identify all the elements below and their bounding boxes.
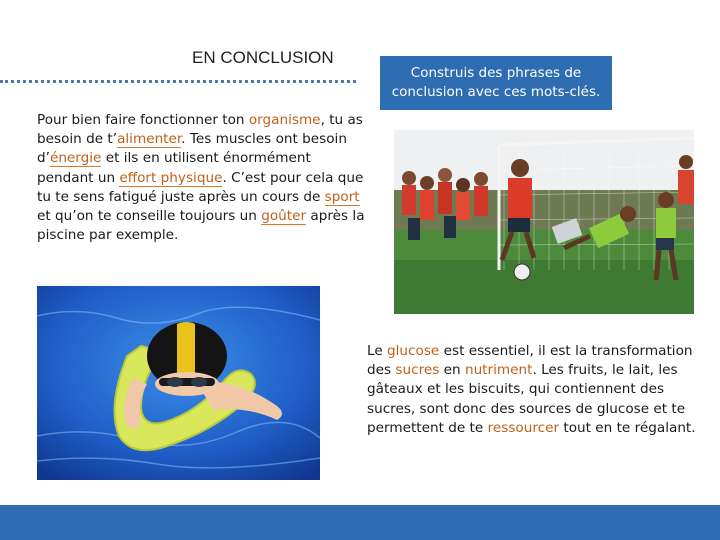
text-run: . Les fruits, le lait, les gâteaux et les biscuits, qui contiennent des sucres, sont donc des sources de glucose et te permettent de te xyxy=(367,362,686,436)
dotted-divider xyxy=(0,80,356,83)
conclusion-paragraph-2 xyxy=(367,342,697,438)
text-run: Pour bien faire fonctionner ton xyxy=(37,112,249,128)
keyword: alimenter xyxy=(117,131,182,148)
soccer-photo xyxy=(394,130,694,314)
conclusion-paragraph-1 xyxy=(37,111,367,245)
text-run: et ils en utilisent énormément pendant un xyxy=(37,150,311,186)
text-run: après la piscine par exemple. xyxy=(37,208,365,244)
text-run: , tu as besoin de t’ xyxy=(37,112,363,148)
text-run: en xyxy=(439,362,465,379)
slide-title: EN CONCLUSION xyxy=(192,48,334,67)
text-run: est essentiel, il est la transformation des xyxy=(367,343,693,379)
text-run: tout en te régalant. xyxy=(559,419,696,436)
text-run: . C’est pour cela que tu te sens fatigué juste après un cours de xyxy=(37,169,364,205)
keyword: ressourcer xyxy=(487,419,560,436)
text-run: . Tes muscles ont besoin d’ xyxy=(37,131,347,167)
instruction-badge: Construis des phrases de conclusion avec ces mots-clés. xyxy=(380,56,612,110)
keyword: organisme xyxy=(248,112,321,128)
keyword: effort physique xyxy=(119,169,223,186)
keyword: goûter xyxy=(261,208,307,225)
keyword: sucres xyxy=(395,362,440,379)
keyword: énergie xyxy=(49,150,102,167)
bottom-bar xyxy=(0,505,720,540)
text-run: et qu’on te conseille toujours un xyxy=(37,208,262,225)
keyword: sport xyxy=(324,188,360,205)
keyword: nutriment xyxy=(464,362,533,379)
swimming-photo xyxy=(37,286,320,480)
keyword: glucose xyxy=(387,343,440,359)
text-run: Le xyxy=(367,343,388,359)
